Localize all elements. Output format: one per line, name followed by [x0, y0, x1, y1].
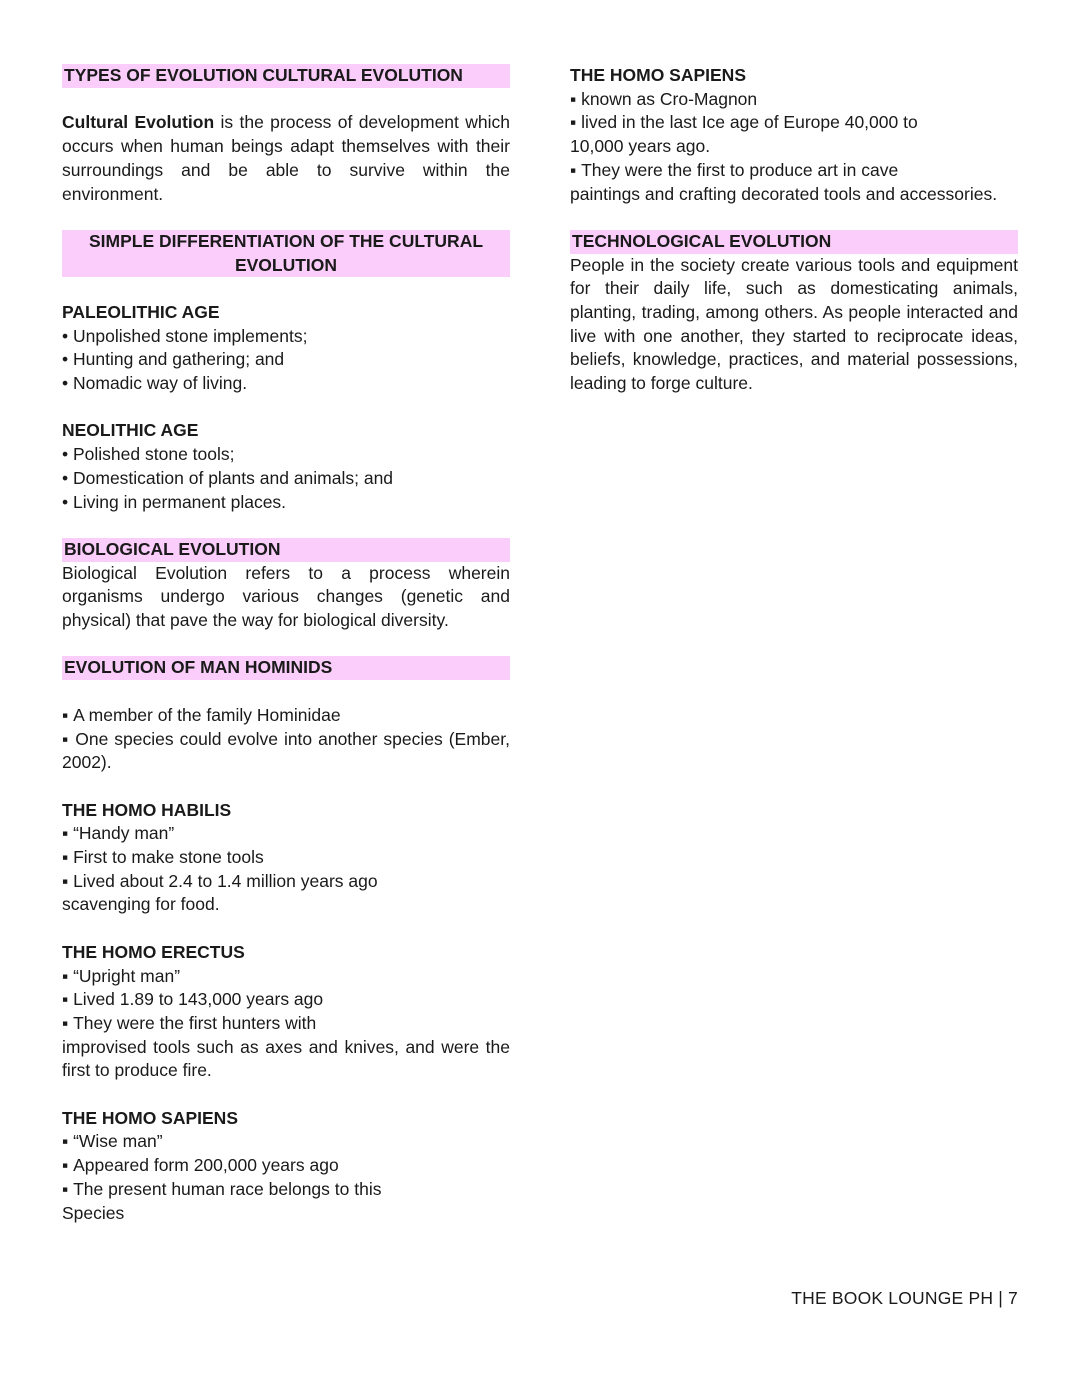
- homo-sapiens-item: ▪ “Wise man”: [62, 1130, 510, 1154]
- simple-differentiation-heading: SIMPLE DIFFERENTIATION OF THE CULTURAL EVOLUTION: [62, 230, 510, 277]
- neolithic-age-title: NEOLITHIC AGE: [62, 420, 199, 441]
- technological-evolution-definition: People in the society create various tools and equipment for their daily life, such as domesticating animals, planting, trading, among others. As people interacted and live with one another, they started to reciprocate ideas, beliefs, knowledge, practices, and material possessions, leading to forge culture.: [570, 254, 1018, 394]
- homo-habilis-tail: scavenging for food.: [62, 894, 220, 915]
- neolithic-item: • Polished stone tools;: [62, 443, 510, 467]
- technological-evolution-heading: TECHNOLOGICAL EVOLUTION: [570, 230, 1018, 254]
- cro-magnon-item: ▪ known as Cro-Magnon: [570, 88, 1018, 112]
- homo-erectus-item: ▪ Lived 1.89 to 143,000 years ago: [62, 988, 510, 1012]
- homo-habilis-item: ▪ “Handy man”: [62, 822, 510, 846]
- paleolithic-item: • Hunting and gathering; and: [62, 348, 510, 372]
- types-of-evolution-heading: TYPES OF EVOLUTION CULTURAL EVOLUTION: [62, 64, 510, 88]
- paleolithic-item: • Unpolished stone implements;: [62, 325, 510, 349]
- left-column: [62, 64, 510, 1225]
- cro-magnon-item-tail: 10,000 years ago.: [570, 136, 711, 157]
- paleolithic-item: • Nomadic way of living.: [62, 372, 510, 396]
- homo-habilis-title: THE HOMO HABILIS: [62, 799, 232, 820]
- cro-magnon-item: ▪ They were the first to produce art in cave: [570, 159, 1018, 183]
- biological-evolution-definition: Biological Evolution refers to a process wherein organisms undergo various changes (genetic and physical) that pave the way for biological diversity.: [62, 562, 510, 631]
- homo-sapiens-item: ▪ Appeared form 200,000 years ago: [62, 1154, 510, 1178]
- cro-magnon-item: ▪ lived in the last Ice age of Europe 40,000 to: [570, 111, 1018, 135]
- homo-sapiens-cro-magnon-title: THE HOMO SAPIENS: [570, 65, 746, 85]
- homo-erectus-title: THE HOMO ERECTUS: [62, 941, 245, 962]
- right-column: [570, 64, 1018, 396]
- neolithic-item: • Living in permanent places.: [62, 491, 510, 515]
- homo-erectus-tail: improvised tools such as axes and knives, and were the first to produce fire.: [62, 1036, 510, 1081]
- cultural-evolution-term: Cultural Evolution: [62, 112, 215, 133]
- homo-habilis-item: ▪ Lived about 2.4 to 1.4 million years ago: [62, 870, 510, 894]
- cultural-evolution-text: is the process of development which occurs when human beings adapt themselves with their surroundings and be able to survive within the environment.: [62, 112, 510, 204]
- homo-erectus-item: ▪ They were the first hunters with: [62, 1012, 510, 1036]
- evolution-of-man-heading: EVOLUTION OF MAN HOMINIDS: [62, 656, 510, 680]
- biological-evolution-heading: BIOLOGICAL EVOLUTION: [62, 538, 510, 562]
- homo-erectus-item: ▪ “Upright man”: [62, 965, 510, 989]
- cro-magnon-item-tail: paintings and crafting decorated tools and accessories.: [570, 183, 998, 204]
- page-footer: THE BOOK LOUNGE PH | 7: [791, 1288, 1018, 1308]
- homo-sapiens-item: ▪ The present human race belongs to this: [62, 1178, 510, 1202]
- homo-sapiens-title: THE HOMO SAPIENS: [62, 1107, 238, 1128]
- homo-sapiens-tail: Species: [62, 1202, 125, 1223]
- neolithic-item: • Domestication of plants and animals; and: [62, 467, 510, 491]
- hominids-item: ▪ One species could evolve into another species (Ember, 2002).: [62, 728, 510, 775]
- paleolithic-age-title: PALEOLITHIC AGE: [62, 301, 220, 322]
- cultural-evolution-definition: [62, 111, 510, 206]
- homo-habilis-item: ▪ First to make stone tools: [62, 846, 510, 870]
- hominids-item: ▪ A member of the family Hominidae: [62, 704, 510, 728]
